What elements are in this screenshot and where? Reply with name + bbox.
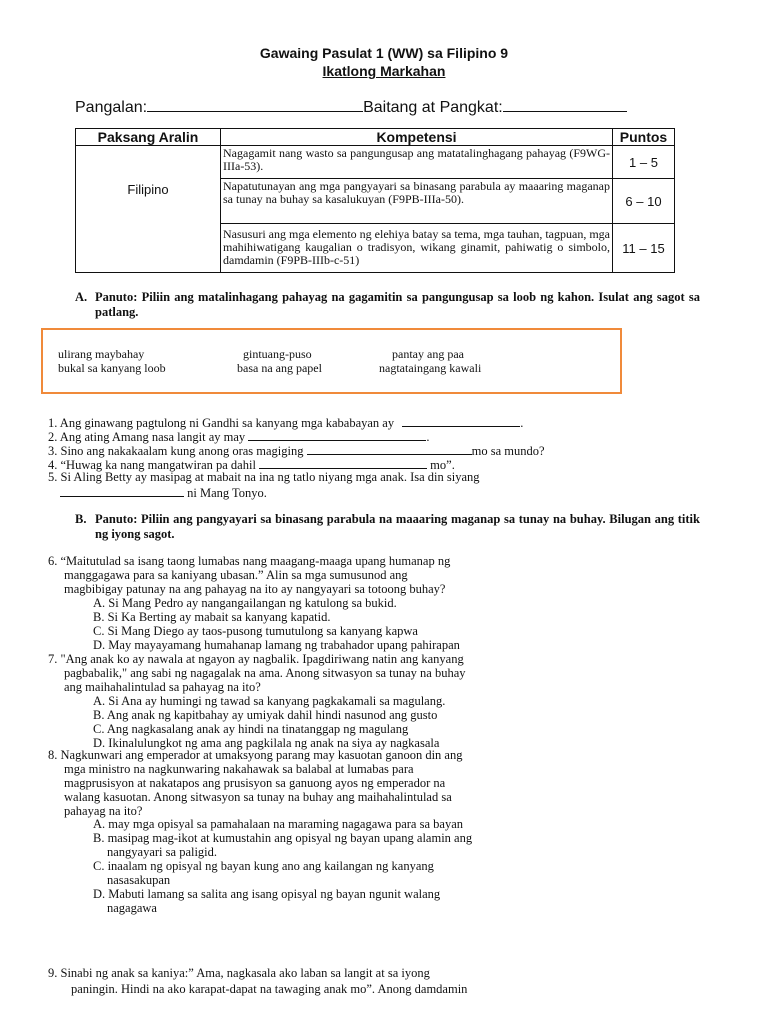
- choice-6c[interactable]: C. Si Mang Diego ay taos-pusong tumutulong sa kanyang kapwa: [93, 624, 418, 638]
- part-a-instruction-block: [75, 290, 700, 320]
- competency-cell: Nagagamit nang wasto sa pangungusap ang matatalinghagang pahayag (F9WG-IIIa-53).: [221, 146, 613, 179]
- part-a-label: A.: [75, 290, 88, 304]
- question-8-line: mga ministro na nagkunwaring nakahawak sa balabal at lumabas para: [64, 762, 414, 776]
- choice-8b[interactable]: B. masipag mag-ikot at kumustahin ang opisyal ng bayan upang alamin ang: [93, 831, 473, 845]
- competency-cell: Nasusuri ang mga elemento ng elehiya batay sa tema, mga tauhan, tagpuan, mga mahihiwatigang kaugalian o tradisyon, wikang ginamit, pahiwatig o simbolo, damdamin (F9PB-IIIb-c-51): [221, 224, 613, 273]
- header-points: Puntos: [613, 129, 675, 146]
- worksheet-subtitle: [0, 63, 768, 79]
- word-choice: bukal sa kanyang loob: [58, 361, 166, 375]
- points-cell: 6 – 10: [613, 179, 675, 224]
- header-subject: Paksang Aralin: [76, 129, 221, 146]
- question-5: 5. Si Aling Betty ay masipag at mabait na ina ng tatlo niyang mga anak. Isa din siyang: [48, 470, 480, 484]
- question-text: 4. “Huwag ka nang mangatwiran pa dahil: [48, 458, 256, 472]
- question-end: mo sa mundo?: [471, 444, 545, 458]
- answer-blank[interactable]: [248, 429, 426, 441]
- question-8-line: pahayag na ito?: [64, 804, 143, 818]
- choice-6a[interactable]: A. Si Mang Pedro ay nangangailangan ng katulong sa bukid.: [93, 596, 397, 610]
- table-row: [76, 146, 675, 179]
- subject-cell: Filipino: [76, 146, 221, 273]
- part-b-instruction-block: [75, 512, 700, 542]
- question-8: 8. Nagkunwari ang emperador at umaksyong parang may kasuotan ganoon din ang: [48, 748, 463, 762]
- question-9: 9. Sinabi ng anak sa kaniya:” Ama, nagkasala ako laban sa langit at sa iyong: [48, 966, 430, 980]
- question-end: .: [426, 430, 430, 444]
- part-b-label: B.: [75, 512, 87, 526]
- competency-cell: Napatutunayan ang mga pangyayari sa binasang parabula ay maaaring maganap sa tunay na buhay sa kasalukuyan (F9PB-IIIa-50).: [221, 179, 613, 224]
- word-choice: nagtataingang kawali: [379, 361, 482, 375]
- question-text: 3. Sino ang nakakaalam kung anong oras magiging: [48, 444, 304, 458]
- question-9-line: paningin. Hindi na ako karapat-dapat na tawaging anak mo”. Anong damdamin: [71, 982, 468, 996]
- part-a-instruction: Panuto: Piliin ang matalinhagang pahayag na gagamitin sa pangungusap sa loob ng kahon. Isulat ang sagot sa patlang.: [95, 290, 700, 319]
- header-competency: Kompetensi: [221, 129, 613, 146]
- subtitle-text: Ikatlong Markahan: [322, 63, 446, 79]
- name-grade-row: [75, 97, 627, 117]
- choice-7b[interactable]: B. Ang anak ng kapitbahay ay umiyak dahil hindi nasunod ang gusto: [93, 708, 438, 722]
- choice-6b[interactable]: B. Si Ka Berting ay mabait sa kanyang kapatid.: [93, 610, 331, 624]
- answer-blank[interactable]: [60, 485, 184, 497]
- question-7: 7. "Ang anak ko ay nawala at ngayon ay nagbalik. Ipagdiriwang natin ang kanyang: [48, 652, 464, 666]
- question-end: .: [520, 416, 524, 430]
- question-end: mo”.: [430, 458, 455, 472]
- choice-7a[interactable]: A. Si Ana ay humingi ng tawad sa kanyang pagkakamali sa magulang.: [93, 694, 446, 708]
- grade-field[interactable]: [503, 97, 627, 112]
- points-cell: 11 – 15: [613, 224, 675, 273]
- question-7-line: pagbabalik," ang sabi ng nagagalak na ama. Anong sitwasyon sa tunay na buhay: [64, 666, 466, 680]
- question-8-line: walang kasuotan. Anong sitwasyon sa tunay na buhay ang maihahalintulad sa: [64, 790, 452, 804]
- choice-8d[interactable]: D. Mabuti lamang sa salita ang isang opisyal ng bayan ngunit walang: [93, 887, 441, 901]
- name-field[interactable]: [147, 97, 363, 112]
- word-choice: gintuang-puso: [243, 347, 312, 361]
- question-6: 6. “Maitutulad sa isang taong lumabas nang maagang-maaga upang humanap ng: [48, 554, 451, 568]
- choice-7c[interactable]: C. Ang nagkasalang anak ay hindi na tinatanggap ng magulang: [93, 722, 409, 736]
- worksheet-title: Gawaing Pasulat 1 (WW) sa Filipino 9: [259, 45, 509, 61]
- competency-table: [75, 128, 675, 273]
- word-choice: pantay ang paa: [392, 347, 464, 361]
- answer-blank[interactable]: [307, 443, 472, 455]
- answer-blank[interactable]: [259, 457, 427, 469]
- question-5-line2: [60, 485, 267, 501]
- choice-8c[interactable]: C. inaalam ng opisyal ng bayan kung ano ang kailangan ng kanyang: [93, 859, 434, 873]
- word-choice: ulirang maybahay: [58, 347, 145, 361]
- question-6-line: manggagawa para sa kaniyang ubasan.” Alin sa mga sumusunod ang: [64, 568, 408, 582]
- choice-8c-cont: nasasakupan: [107, 873, 171, 887]
- question-6-line: magbibigay patunay na ang pahayag na ito ay nangyayari sa totoong buhay?: [64, 582, 446, 596]
- choice-6d[interactable]: D. May mayayamang humahanap lamang ng trabahador upang pahirapan: [93, 638, 460, 652]
- points-cell: 1 – 5: [613, 146, 675, 179]
- name-label: Pangalan:: [75, 99, 148, 116]
- question-text: 1. Ang ginawang pagtulong ni Gandhi sa kanyang mga kababayan ay: [48, 416, 395, 430]
- choice-8d-cont: nagagawa: [107, 901, 157, 915]
- choice-8b-cont: nangyayari sa paligid.: [107, 845, 218, 859]
- question-end: ni Mang Tonyo.: [187, 486, 267, 500]
- part-b-instruction: Panuto: Piliin ang pangyayari sa binasang parabula na maaaring maganap sa tunay na buhay. Bilugan ang titik ng iyong sagot.: [95, 512, 700, 541]
- question-text: 2. Ang ating Amang nasa langit ay may: [48, 430, 246, 444]
- question-7-line: ang maihahalintulad sa pahayag na ito?: [64, 680, 261, 694]
- grade-label: Baitang at Pangkat:: [363, 99, 503, 116]
- table-header-row: [76, 129, 675, 146]
- choice-8a[interactable]: A. may mga opisyal sa pamahalaan na maraming nagagawa para sa bayan: [93, 817, 463, 831]
- answer-blank[interactable]: [402, 415, 520, 427]
- question-8-line: magprusisyon at nakatapos ang prusisyon sa ganuong ayos ng emperador na: [64, 776, 446, 790]
- choice-7d[interactable]: D. Ikinalulungkot ng ama ang pagkilala ng anak na siya ay nagkasala: [93, 736, 440, 750]
- word-choice: basa na ang papel: [237, 361, 322, 375]
